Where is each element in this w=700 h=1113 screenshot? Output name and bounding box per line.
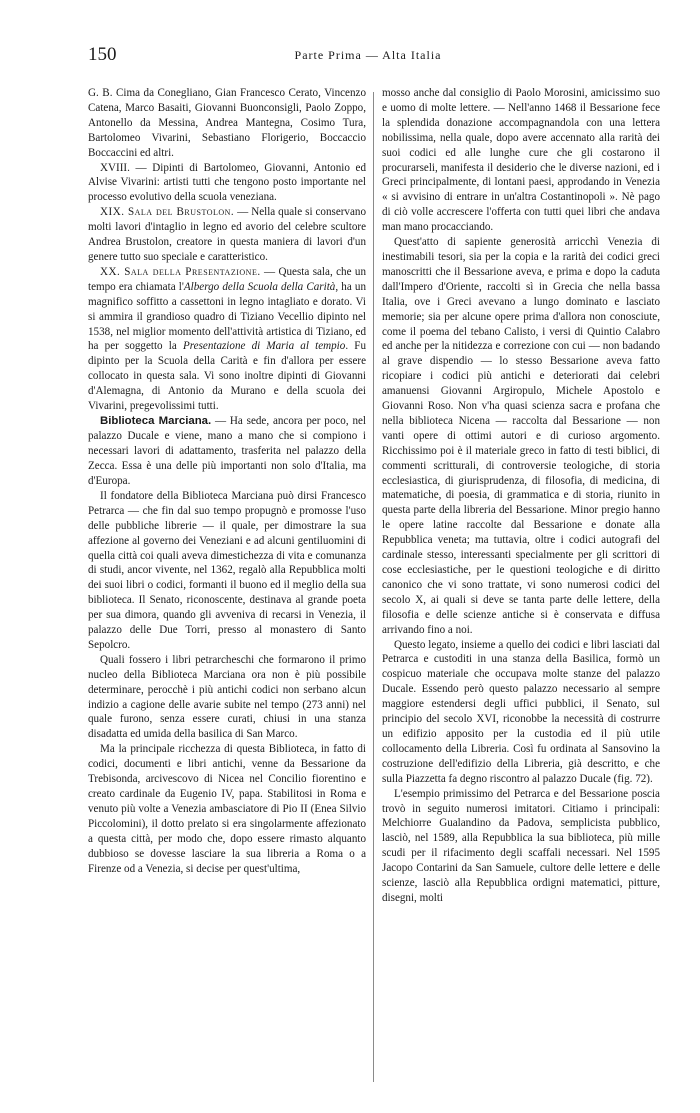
paragraph [88,205,366,265]
running-title: Parte Prima — Alta Italia [294,48,442,62]
page-number: 150 [88,44,117,65]
paragraph: G. B. Cima da Conegliano, Gian Francesco Cerato, Vincenzo Catena, Marco Basaiti, Giovanni Buonconsigli, Paolo Zoppo, Antonello da Messina, Andrea Mantegna, Cosimo Tura, Bartolomeo Vivarini, Sebastiano Florigerio, Boccaccio Boccaccini ed altri. [88,87,366,159]
page-header [88,44,648,68]
paragraph-text: — Ha sede, ancora per poco, nel palazzo Ducale e viene, mano a mano che si compiono i necessari lavori di adattamento, trasferita nel palazzo della Zecca. Essa è una delle più importanti non solo d'Italia, ma d'Europa. [88,414,366,487]
italic-title: Presentazione di Maria al tempio [182,340,346,353]
paragraph [88,265,366,414]
paragraph-text: , ha un magnifico soffitto a cassettoni in legno intagliato e dorato. Vi si ammira il grandioso quadro di Tiziano Vecellio dipinto nel 1538, nel miglior momento dell'attività artistica di Tiziano, ed ha per soggetto la [88,280,366,353]
paragraph-text: — Questa sala, che un tempo era chiamata l' [88,265,366,293]
paragraph: L'esempio primissimo del Petrarca e del Bessarione poscia trovò in seguito numerosi imitatori. Citiamo i principali: Melchiorre Gualandino da Padova, semplicista pubblico, lasciò, nel 1589, alla Repubblica la sua biblioteca, più mille scudi per il rifacimento degli scaffali necessari. Nel 1595 Jacopo Contarini da San Samuele, cultore delle lettere e delle scienze, lasciò alla Repubblica ordigni matematici, pitture, disegni, molti [382,787,660,904]
right-column [382,86,660,906]
paragraph: Questo legato, insieme a quello dei codici e libri lasciati dal Petrarca e custoditi in una stanza della Basilica, formò un cospicuo materiale che occupava molte stanze del palazzo Ducale. Essendo però questo palazzo necessario al sempre maggiore estendersi degli uffici pubblici, il Senato, sul principio del secolo XVI, riconobbe la necessità di costrurre un edifizio apposito per la custodia ed il più utile collocamento della Libreria. Così fu ordinata al Sansovino la costruzione dell'edifizio della Libreria, già descritto, e che sulla Piazzetta fa degno riscontro al palazzo Ducale (fig. 72). [382,638,660,785]
paragraph-text: — Nella quale si conservano molti lavori d'intaglio in legno ed avorio del celebre scultore Andrea Brustolon, creatore in questa maniera di lavori d'un genere tutto suo speciale e caratteristico. [88,206,366,263]
paragraph: Ma la principale ricchezza di questa Biblioteca, in fatto di codici, documenti e libri antichi, venne da Bessarione da Trebisonda, arcivescovo di Nicea nel Concilio fiorentino e creato cardinale da Eugenio IV, papa. Stabilitosi in Roma e venuto più volte a Venezia ambasciatore di Pio II (Enea Silvio Piccolomini), il dotto prelato si era singolarmente affezionato a questa città, per modo che, dopo essere rimasto alquanto dubbioso se dovesse lasciare la sua libreria a Roma o a Firenze od a Venezia, si decise per quest'ultima, [88,743,366,875]
paragraph-text: . Fu dipinto per la Scuola della Carità e fin d'allora per essere collocato in questa sala. Vi sono inoltre dipinti di Giovanni d'Alemagna, di Antonio da Murano e della scuola dei Vivarini, pregevolissimi tutti. [88,340,366,413]
paragraph [88,414,366,489]
left-column [88,86,366,876]
section-heading: XIX. Sala del Brustolon. [100,206,235,219]
paragraph: Quest'atto di sapiente generosità arricchì Venezia di inestimabili tesori, sia per la copia e la rarità dei codici greci manoscritti che il Bessarione aveva, e prima e dopo la caduta dall'Impero d'Oriente, raccolti sì in Grecia che nella bassa Italia, ove i Greci avevano a lungo dominato e lasciato memorie; sia per alcune opere prima d'allora non conosciute, come il poema del tebano Calisto, i versi di Quintio Calabro ed anche per la nitidezza e correzione con cui — non badando al grave dispendio — lo stesso Bessarione aveva fatto ricopiare i codici più antichi e deteriorati dai celebri amanuensi Giovanni Argiropulo, Michele Apostolo e Giovanni Roso. Non v'ha quasi scienza sacra e profana che nella biblioteca Nicena — raccolta dal Bessarione — non vanti opere di ottimi autori e di curioso argomento. Ricchissimo poi è il materiale greco in fatto di testi biblici, di commenti scritturali, di controversie teologiche, di storia ecclesiastica, di giurisprudenza, di filosofia, di medicina, di matematiche, di poesia, di grammatica e di storia, riunito in questa parte della libreria del Bessarione. Minor pregio hanno le opere latine raccolte dal Bessarione e donate alla Repubblica veneta; ma tuttavia, oltre i codici autografi del cardinale stesso, interessanti specialmente per gli scrittori di cose ecclesiastiche, per le questioni teologiche e di diritto canonico che vi sono trattate, vi sono numerosi codici del secolo X, ai quali si deve se tanta parte delle lettere, della filosofia e delle scienze antiche si è conservata e diffusa arrivando fino a noi. [382,236,660,636]
paragraph: mosso anche dal consiglio di Paolo Morosini, amicissimo suo e uomo di molte lettere. — Nell'anno 1468 il Bessarione fece la splendida donazione accompagnandola con una lettera nobilissima, nella quale, dopo avere accennato alla rarità dei suoi codici ed alle lunghe cure che gli costarono il procurarseli, manifesta il desiderio che le diverse nazioni, ed i Greci principalmente, di lontani paesi, approdando in Venezia « si avvisino di entrare in un'altra Costantinopoli ». Nè pago di ciò volle accrescere l'offerta con tutti quei libri che andava man mano procacciando. [382,87,660,234]
paragraph: Il fondatore della Biblioteca Marciana può dirsi Francesco Petrarca — che fin dal suo tempo propugnò e promosse l'uso delle pubbliche librerie — il quale, per dimostrare la sua affezione al governo dei Veneziani e ad alcuni gentiluomini di quella città coi quali aveva dimestichezza di vita e comunanza di studi, ancor vivente, nel 1362, regalò alla Repubblica molti dei suoi libri o codici, formanti il buono ed il meglio della sua biblioteca. Il Senato, riconoscente, destinava al grande poeta per sua dimora, quando gli avveniva di recarsi in Venezia, il palazzo delle Due Torri, presso al monastero di Santo Sepolcro. [88,489,366,651]
column-divider [373,92,374,1082]
italic-title: Albergo della Scuola della Carità [183,280,336,293]
paragraph: Quali fossero i libri petrarcheschi che formarono il primo nucleo della Biblioteca Marciana ora non è più possibile determinare, perocchè i più antichi codici non serbano alcun indizio a cagione delle avarie subite nel tempo (273 anni) nel quale furono, senza essere curati, chiusi in una stanza disadatta ed umida della basilica di San Marco. [88,653,366,741]
section-heading: XX. Sala della Presentazione. [100,265,261,278]
section-heading: Biblioteca Marciana. [100,414,212,427]
paragraph: XVIII. — Dipinti di Bartolomeo, Giovanni, Antonio ed Alvise Vivarini: artisti tutti che tengono posto importante nel processo evolutivo della scuola veneziana. [88,161,366,204]
